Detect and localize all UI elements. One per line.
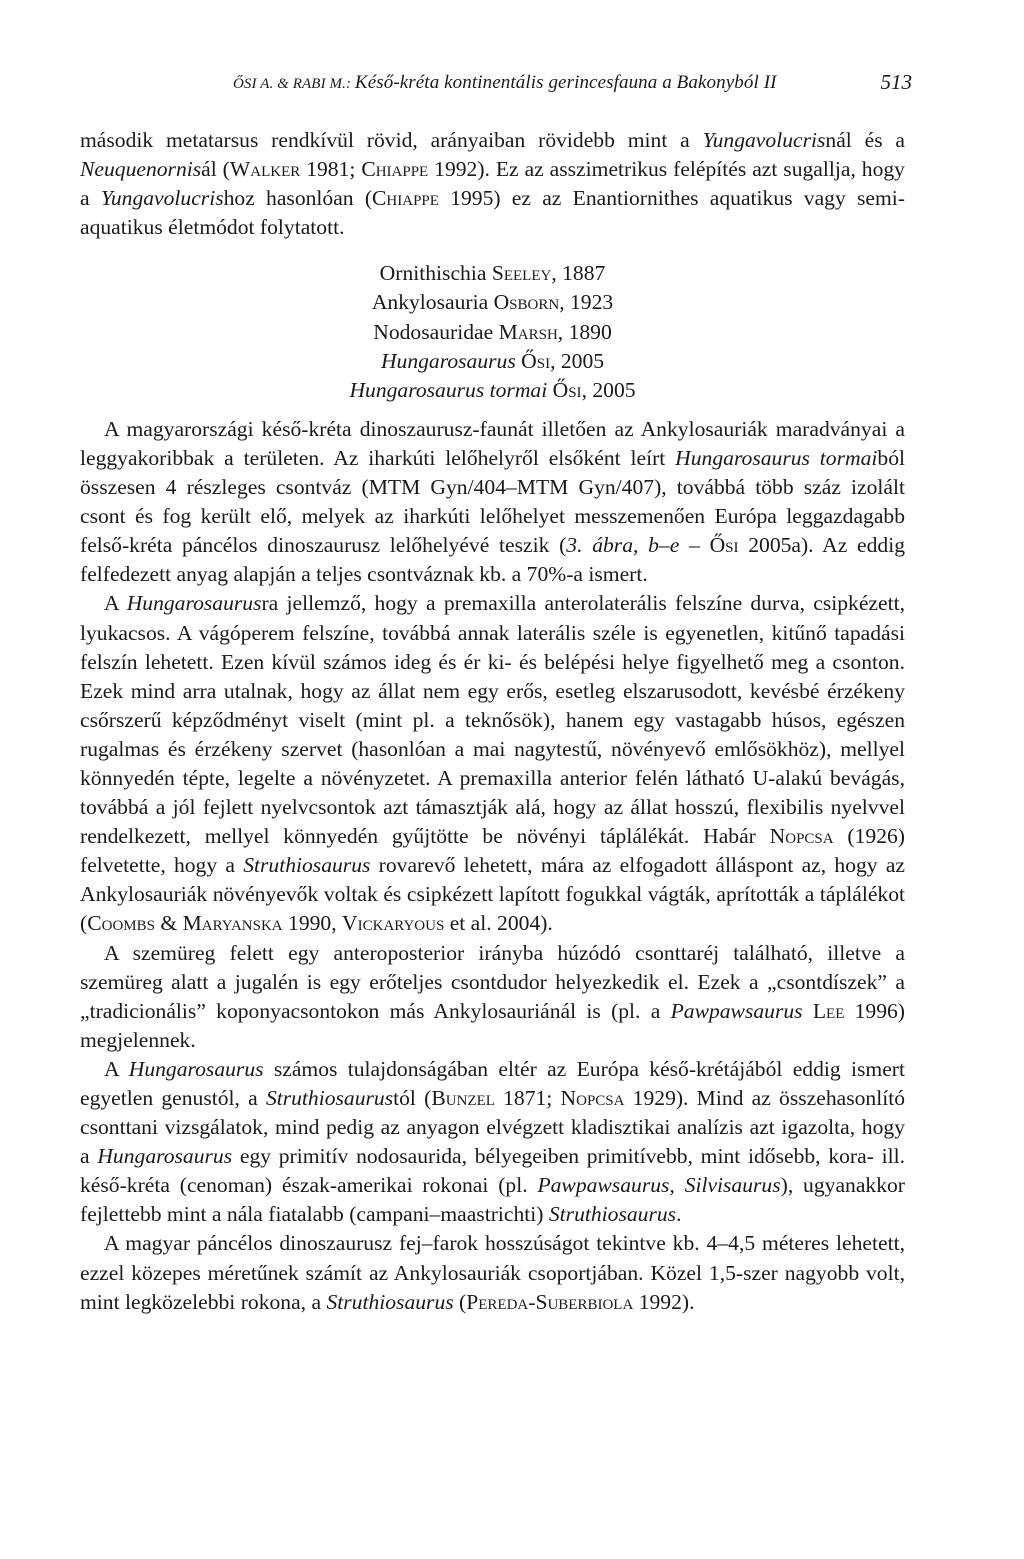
taxon-year: , 1887 bbox=[551, 261, 606, 286]
paragraph-6 bbox=[80, 1229, 905, 1316]
taxon-year: , 1890 bbox=[557, 319, 612, 344]
taxon-name: Hungarosaurus bbox=[97, 1144, 233, 1169]
body-text bbox=[80, 126, 905, 1317]
taxon-author: Ősi bbox=[521, 348, 551, 373]
taxon-line-nodosauridae bbox=[80, 318, 905, 347]
taxon-name: Hungarosaurus tormai bbox=[675, 445, 878, 470]
taxonomic-heading bbox=[80, 259, 905, 404]
text-run: 1995) ez az Enantiornithes aquatikus vagy semi-aquatikus életmódot folytatott. bbox=[80, 186, 905, 240]
text-run: ál ( bbox=[201, 157, 230, 182]
taxon-year: , 1923 bbox=[559, 290, 614, 315]
text-run: rovarevő lehetett, mára az elfogadott álláspont az, hogy az Ankylosauriák növényevők voltak és csipkézett lapított fogukkal vágták, aprították a táplálékot ( bbox=[80, 853, 905, 936]
running-head-title: Késő-kréta kontinentális gerincesfauna a Bakonyból II bbox=[354, 72, 777, 93]
text-run: egy primitív nodosaurida, bélyegeiben primitívebb, mint idősebb, kora- ill. késő-kréta (cenoman) észak-amerikai rokonai (pl. bbox=[80, 1144, 906, 1198]
figure-reference: 3. ábra, b–e bbox=[566, 533, 680, 558]
taxon-line-hungarosaurus-tormai bbox=[80, 376, 905, 405]
taxon-name: Hungarosaurus bbox=[380, 348, 516, 373]
taxon-name: Neuquenornis bbox=[80, 157, 202, 182]
paragraph-2 bbox=[80, 415, 905, 590]
taxon-name: Struthiosaurus bbox=[265, 1086, 394, 1110]
citation-author: Chiappe bbox=[372, 186, 439, 211]
citation-author: Nopcsa bbox=[769, 824, 834, 849]
text-run: . bbox=[676, 1202, 682, 1227]
text-run: tól ( bbox=[393, 1086, 432, 1110]
taxon-name: Hungarosaurus bbox=[126, 591, 262, 616]
text-run: A magyarországi késő-kréta dinoszaurusz-faunát illetően az Ankylosauriák maradványai a leggyakoribbak a területen. Az iharkúti lelőhelyről elsőként leírt bbox=[80, 416, 905, 470]
text-run: – bbox=[679, 533, 710, 558]
text-run: & bbox=[154, 911, 183, 936]
taxon-author: Ősi bbox=[552, 377, 582, 402]
text-run: 2005a). Az eddig felfedezett anyag alapján a teljes csontváznak kb. a 70%-a ismert. bbox=[80, 533, 905, 587]
taxon-name: Struthiosaurus bbox=[548, 1202, 677, 1227]
page-number: 513 bbox=[880, 70, 912, 94]
running-head bbox=[233, 72, 777, 94]
text-run: A bbox=[104, 591, 127, 616]
taxon-name: Ornithischia bbox=[379, 261, 492, 286]
text-run: A bbox=[104, 1056, 129, 1081]
paragraph-1 bbox=[80, 126, 905, 242]
citation-author: Nopcsa bbox=[560, 1086, 625, 1110]
text-run: (1926) felvetette, hogy a bbox=[80, 824, 905, 878]
text-run: et al. 2004). bbox=[444, 911, 553, 936]
taxon-name: Yungavolucris bbox=[702, 128, 826, 152]
taxon-author: Seeley bbox=[491, 261, 552, 286]
text-run: hoz hasonlóan ( bbox=[223, 186, 373, 211]
taxon-line-ornithischia bbox=[80, 259, 905, 288]
taxon-line-ankylosauria bbox=[80, 288, 905, 317]
text-run: 1871; bbox=[494, 1086, 561, 1110]
taxon-author: Osborn bbox=[493, 290, 560, 315]
taxon-name: Yungavolucris bbox=[100, 186, 224, 211]
paragraph-3 bbox=[80, 589, 905, 938]
taxon-name: Struthiosaurus bbox=[326, 1289, 454, 1314]
citation-author: Chiappe bbox=[361, 157, 429, 182]
paragraph-5 bbox=[80, 1055, 905, 1230]
citation-author: Coombs bbox=[87, 911, 155, 936]
taxon-year: , 2005 bbox=[581, 377, 636, 402]
citation-author: Maryanska bbox=[182, 911, 283, 936]
text-run: 1990, bbox=[282, 911, 343, 936]
citation-author: Pereda-Suberbiola bbox=[466, 1289, 634, 1314]
taxon-year: , 2005 bbox=[550, 348, 605, 373]
taxon-name: Hungarosaurus bbox=[128, 1056, 264, 1081]
text-run: 1981; bbox=[300, 157, 362, 182]
text-run: második metatarsus rendkívül rövid, arányaiban rövidebb mint a bbox=[80, 128, 703, 152]
taxon-author: Marsh bbox=[498, 319, 558, 344]
text-run: A szemüreg felett egy anteroposterior irányba húzódó csonttaréj található, illetve a szemüreg alatt a jugalén is egy erőteljes csontdudor helyezkedik el. Ezek a „csontdíszek” a „tradicionális” koponyacsontokon más Ankylosauriánál is (pl. a bbox=[80, 940, 905, 1023]
text-run: 1929). Mind az összehasonlító csonttani vizsgálatok, mind pedig az anyagon elvégzett kladisztikai analízis azt igazolta, hogy a bbox=[80, 1086, 905, 1169]
text-run: 1996) megjelennek. bbox=[80, 998, 906, 1052]
taxon-name: Nodosauridae bbox=[373, 319, 499, 344]
text-run: számos tulajdonságában eltér az Európa késő-krétájából eddig ismert egyetlen genustól, a bbox=[80, 1056, 905, 1110]
text-run: A magyar páncélos dinoszaurusz fej–farok hosszúságot tekintve kb. 4–4,5 méteres lehetett, ezzel közepes méretűnek számít az Ankylosauriák csoportjában. Közel 1,5-szer nagyobb volt, mint legközelebbi rokona, a bbox=[80, 1231, 905, 1314]
taxon-name: Hungarosaurus tormai bbox=[349, 377, 548, 402]
text-run: 1992). bbox=[633, 1289, 695, 1314]
citation-author: Lee bbox=[812, 998, 845, 1023]
citation-author: Ősi bbox=[709, 533, 739, 558]
text-run: ra jellemző, hogy a premaxilla anterolaterális felszíne durva, csipkézett, lyukacsos. A vágóperem felszíne, továbbá annak laterális széle is egyenetlen, kitűnő tapadási felszín lehetett. Ezen kívül számos ideg és ér ki- és belépési helye figyelhető meg a csonton. Ezek mind arra utalnak, hogy az állat nem egy erős, esetleg elszarusodott, kevésbé érzékeny csőrszerű képződményt viselt (mint pl. a teknősök), hanem egy vastagabb húsos, egészen rugalmas és érzékeny szervet (hasonlóan a mai nagytestű, növényevő emlősökhöz), mellyel könnyedén tépte, legelte a növényzetet. A premaxilla anterior felén látható U-alakú bevágás, továbbá a jól fejlett nyelvcsontok azt támasztják alá, hogy az állat hosszú, flexibilis nyelvvel rendelkezett, mellyel könnyedén gyűjtötte be növényi táplálékát. Habár bbox=[80, 591, 906, 849]
taxon-name: Ankylosauria bbox=[371, 290, 494, 315]
taxon-name: Struthiosaurus bbox=[243, 853, 371, 878]
taxon-name: Pawpawsaurus, Silvisaurus bbox=[537, 1173, 781, 1198]
paragraph-4 bbox=[80, 939, 905, 1055]
citation-author: Bunzel bbox=[431, 1086, 495, 1110]
citation-author: Walker bbox=[229, 157, 301, 182]
text-run: nál és a bbox=[825, 128, 906, 152]
text-run: ból összesen 4 részleges csontváz (MTM Gyn/404–MTM Gyn/407), továbbá több száz izolált csont és fog került elő, melyek az iharkúti lelőhelyet messzemenően Európa leggazdagabb felső-kréta páncélos dinoszaurusz lelőhelyévé teszik ( bbox=[80, 445, 905, 558]
running-head-authors: ŐSI A. & RABI M.: bbox=[233, 76, 355, 92]
citation-author: Vickaryous bbox=[342, 911, 445, 936]
text-run: 1992). Ez az asszimetrikus felépítés azt sugallja, hogy a bbox=[80, 157, 905, 211]
taxon-line-hungarosaurus bbox=[80, 347, 905, 376]
taxon-name: Pawpawsaurus bbox=[670, 998, 803, 1023]
text-run bbox=[803, 999, 813, 1023]
text-run: ), ugyanakkor fejlettebb mint a nála fiatalabb (campani–maastrichti) bbox=[80, 1173, 905, 1227]
text-run: ( bbox=[453, 1289, 467, 1314]
